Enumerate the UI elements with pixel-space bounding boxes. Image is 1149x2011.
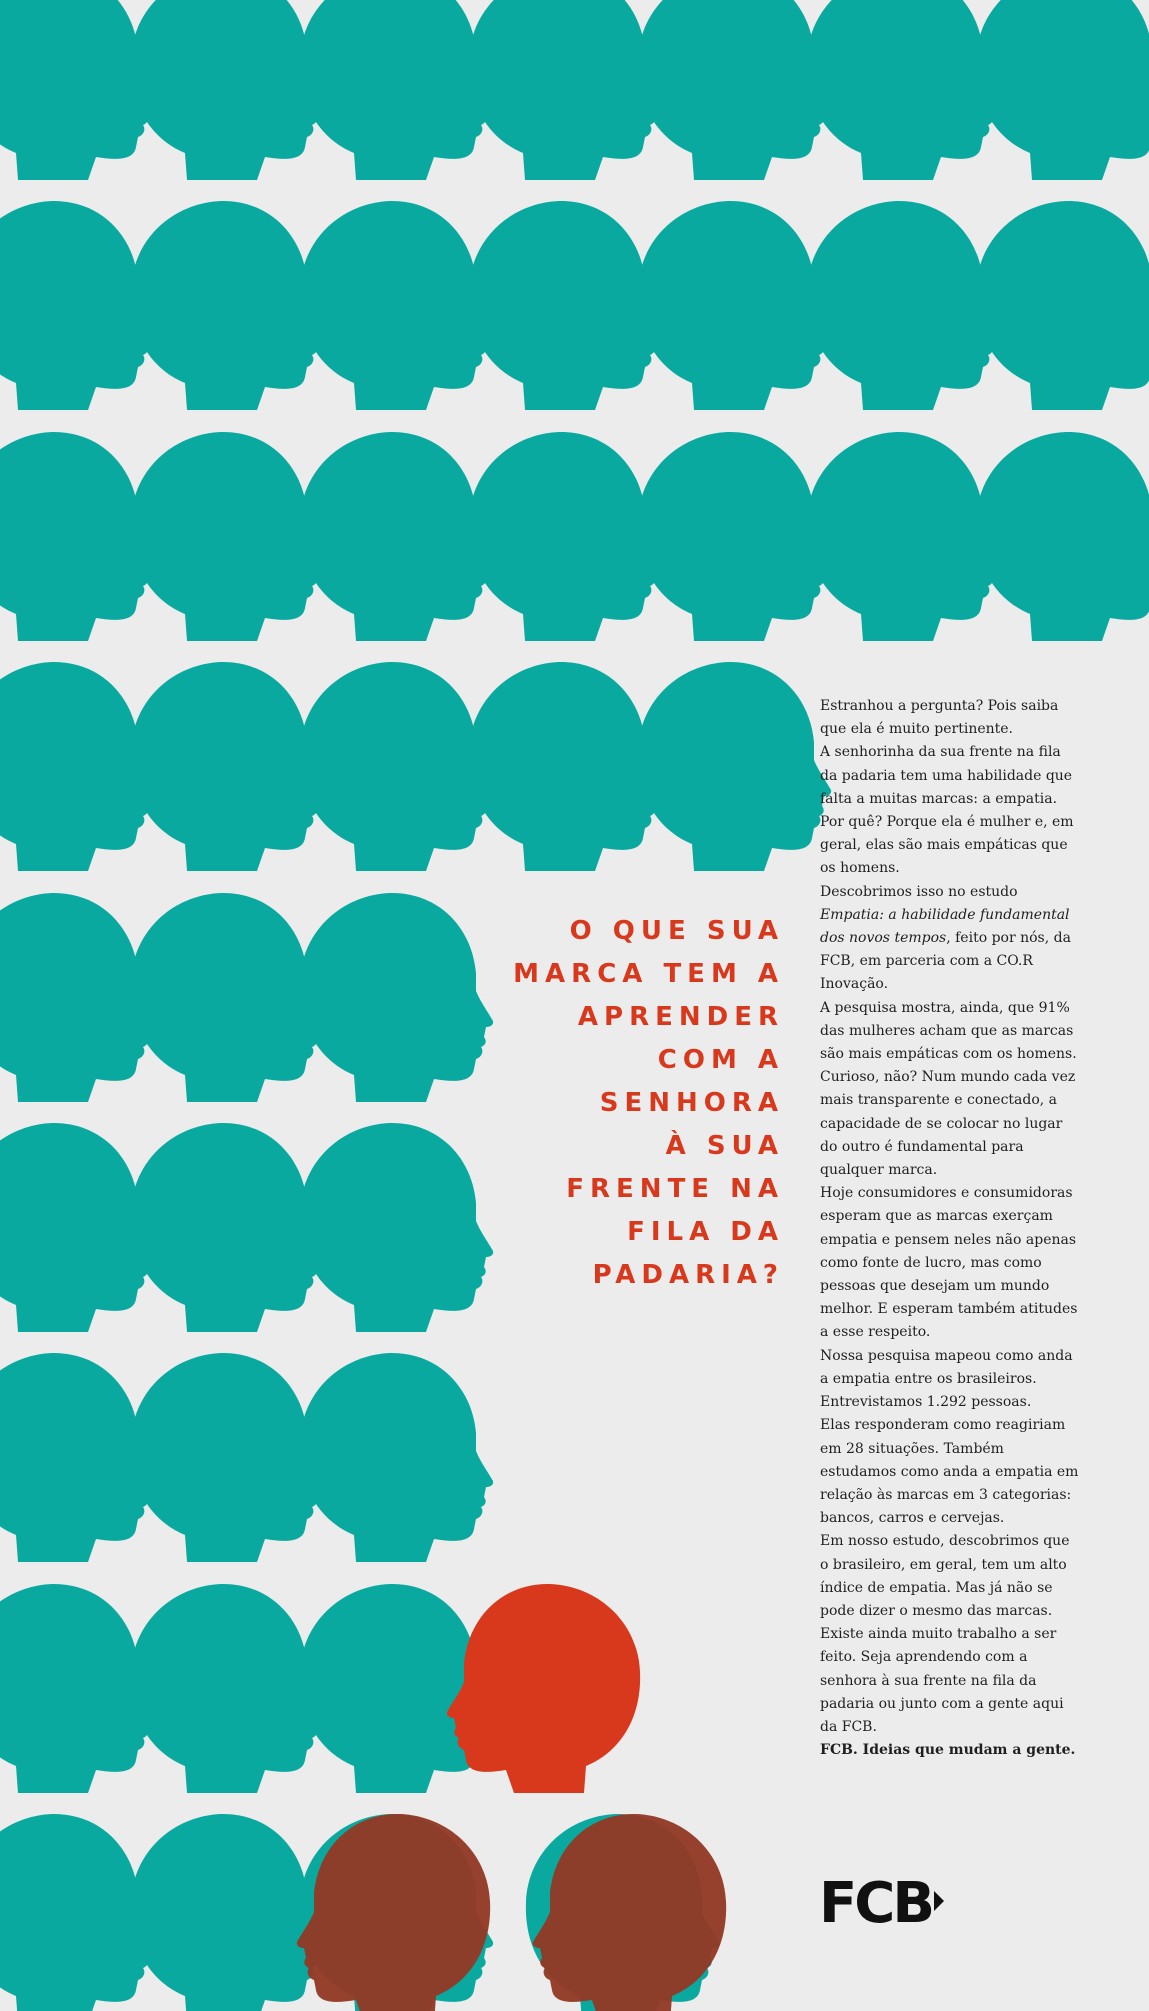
head-silhouette-icon — [131, 893, 324, 1102]
head-silhouette-icon — [976, 0, 1149, 180]
body-paragraph-7: Nossa pesquisa mapeou como anda a empatia entre os brasileiros. Entrevistamos 1.292 pessoas. — [820, 1347, 1073, 1411]
body-intro: Estranhou a pergunta? Pois saiba que ela é muito pertinente. — [820, 698, 1059, 738]
head-silhouette-icon — [300, 1123, 493, 1332]
head-silhouette-icon — [807, 201, 1000, 410]
head-silhouette-icon — [300, 1353, 493, 1562]
head-silhouette-icon — [807, 0, 1000, 180]
headline-line-7: FRENTE NA — [566, 1174, 784, 1204]
head-silhouette-icon — [131, 1584, 324, 1793]
headline-line-6: À SUA — [665, 1131, 784, 1161]
headline-line-2: MARCA TEM A — [513, 959, 784, 989]
head-silhouette-icon — [976, 432, 1149, 641]
headline-line-3: APRENDER — [577, 1002, 784, 1032]
head-silhouette-icon — [638, 0, 831, 180]
fcb-logo — [819, 1871, 949, 1936]
study-credit-text: , feito por nós, da FCB, em parceria com a CO.R Inovação. — [820, 930, 1071, 993]
study-title: Empatia: a habilidade fundamental dos novos tempos — [820, 906, 1070, 947]
signoff: FCB. Ideias que mudam a gente. — [820, 1742, 1076, 1759]
study-intro-text: Descobrimos isso no estudo — [820, 883, 1018, 900]
body-paragraph-4: A pesquisa mostra, ainda, que 91% das mulheres acham que as marcas são mais empáticas com os homens. — [820, 999, 1077, 1063]
body-paragraph-5: Curioso, não? Num mundo cada vez mais transparente e conectado, a capacidade de se colocar no lugar do outro é fundamental para qualquer marca. — [820, 1069, 1076, 1179]
head-silhouette-icon — [131, 1353, 324, 1562]
headline — [470, 910, 784, 1297]
body-paragraph-6: Hoje consumidores e consumidoras esperam que as marcas exerçam empatia e pensem neles não apenas como fonte de lucro, mas como pessoas que desejam um mundo melhor. E esperam também atitudes a esse respeito. — [820, 1185, 1078, 1341]
headline-line-9: PADARIA? — [592, 1260, 784, 1290]
body-paragraph-3 — [820, 881, 1080, 997]
head-silhouette-icon — [131, 662, 324, 871]
head-silhouette-icon — [300, 432, 493, 641]
head-silhouette-icon — [131, 0, 324, 180]
head-silhouette-icon — [0, 0, 155, 180]
head-silhouette-icon — [131, 1123, 324, 1332]
head-silhouette-icon — [300, 662, 493, 871]
headline-line-5: SENHORA — [599, 1088, 784, 1118]
head-silhouette-icon — [300, 201, 493, 410]
head-silhouette-icon — [469, 0, 662, 180]
body-copy — [820, 695, 1080, 1762]
head-silhouette-icon — [638, 662, 831, 871]
fcb-logo-text: FCB — [819, 1871, 933, 1936]
head-silhouette-icon — [131, 201, 324, 410]
headline-line-4: COM A — [657, 1045, 784, 1075]
body-paragraph-8: Elas responderam como reagiriam em 28 situações. Também estudamos como anda a empatia em relação às marcas em 3 categorias: bancos, carros e cervejas. — [820, 1417, 1079, 1527]
body-paragraph-9: Em nosso estudo, descobrimos que o brasileiro, em geral, tem um alto índice de empatia. Mas já não se pode dizer o mesmo das marcas. Existe ainda muito trabalho a ser feito. Seja aprendendo com a senhora à sua frente na fila da padaria ou junto com a gente aqui da FCB. — [820, 1533, 1070, 1735]
head-silhouette-icon — [131, 1814, 324, 2011]
head-silhouette-icon — [469, 432, 662, 641]
headline-line-8: FILA DA — [627, 1217, 784, 1247]
head-silhouette-icon — [638, 201, 831, 410]
body-paragraph-1: A senhorinha da sua frente na fila da padaria tem uma habilidade que falta a muitas marcas: a empatia. — [820, 744, 1073, 807]
head-silhouette-icon — [638, 432, 831, 641]
body-paragraph-2: Por quê? Porque ela é mulher e, em geral, elas são mais empáticas que os homens. — [820, 814, 1074, 877]
headline-line-1: O QUE SUA — [569, 916, 784, 946]
head-silhouette-icon — [469, 662, 662, 871]
red-head-silhouette-icon — [447, 1584, 640, 1793]
head-silhouette-icon — [131, 432, 324, 641]
head-silhouette-icon — [807, 432, 1000, 641]
head-silhouette-icon — [300, 893, 493, 1102]
head-silhouette-icon — [976, 201, 1149, 410]
head-silhouette-icon — [300, 0, 493, 180]
fcb-arrow-icon — [934, 1891, 944, 1911]
head-silhouette-icon — [469, 201, 662, 410]
